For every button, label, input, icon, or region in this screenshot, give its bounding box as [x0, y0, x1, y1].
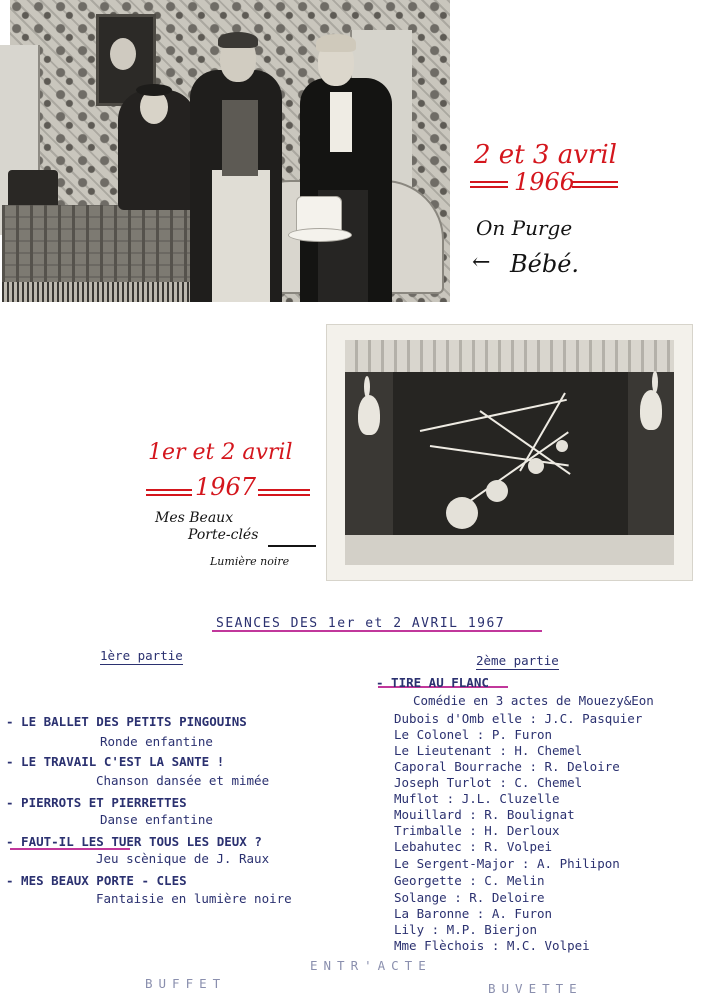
part1-item-title: - MES BEAUX PORTE - CLES: [6, 873, 187, 888]
part1-item-title: - LE TRAVAIL C'EST LA SANTE !: [6, 754, 225, 769]
rabbit-motif-right: [640, 390, 662, 430]
actor-left-trousers: [212, 170, 270, 302]
disc-motif: [446, 497, 478, 529]
annotation-1966-date: 2 et 3 avril: [474, 140, 617, 170]
actress-hat: [136, 84, 172, 96]
part1-item-subtitle: Ronde enfantine: [100, 734, 213, 749]
carved-chair: [8, 170, 58, 210]
part1-heading: 1ère partie: [100, 648, 183, 663]
underline-left: [470, 181, 508, 188]
part1-item-subtitle: Jeu scènique de J. Raux: [96, 851, 270, 866]
stage-floor: [345, 535, 674, 565]
annotation-1966-year: 1966: [514, 168, 576, 196]
part2-title: - TIRE AU FLANC: [376, 675, 489, 690]
cast-line: Georgette : C. Melin: [394, 873, 545, 888]
arrow-left-icon: ←: [472, 250, 491, 275]
buffet-label: BUFFET: [145, 976, 227, 991]
part1-item-title: - LE BALLET DES PETITS PINGOUINS: [6, 714, 247, 729]
annotation-1967-line2: Porte-clés: [188, 527, 259, 543]
part2-subtitle: Comédie en 3 actes de Mouezy&Eon: [413, 693, 654, 708]
annotation-play-title-1: On Purge: [476, 216, 573, 240]
part1-item-subtitle: Danse enfantine: [100, 812, 213, 827]
part1-item-title: - PIERROTS ET PIERRETTES: [6, 795, 187, 810]
part2-heading: 2ème partie: [476, 653, 559, 668]
cast-line: Muflot : J.L. Cluzelle: [394, 791, 560, 806]
disc-motif: [486, 480, 508, 502]
part1-item-subtitle: Fantaisie en lumière noire: [96, 891, 292, 906]
cast-line: Le Lieutenant : H. Chemel: [394, 743, 583, 758]
actor-right-shirt: [330, 92, 352, 152]
underline-left: [146, 489, 192, 496]
cast-line: Lebahutec : R. Volpei: [394, 839, 553, 854]
buvette-label: BUVETTE: [488, 981, 583, 996]
cast-line: Dubois d'Omb elle : J.C. Pasquier: [394, 711, 643, 726]
arrow-right-icon: [268, 545, 316, 547]
cast-line: La Baronne : A. Furon: [394, 906, 553, 921]
actor-left-vest: [222, 100, 258, 176]
rabbit-ear: [364, 376, 370, 398]
disc-motif: [528, 458, 544, 474]
actor-right-hair: [316, 34, 356, 52]
rabbit-ear: [652, 371, 658, 393]
cast-line: Le Colonel : P. Furon: [394, 727, 553, 742]
annotation-1967-line3: Lumière noire: [210, 555, 290, 568]
cast-line: Trimballe : H. Derloux: [394, 823, 560, 838]
stage-valance: [345, 340, 674, 372]
cast-line: Le Sergent-Major : A. Philipon: [394, 856, 620, 871]
cast-line: Solange : R. Deloire: [394, 890, 545, 905]
cast-line: Joseph Turlot : C. Chemel: [394, 775, 583, 790]
part1-item-title: - FAUT-IL LES TUER TOUS LES DEUX ?: [6, 834, 262, 849]
underline-right: [572, 181, 618, 188]
annotation-1967-date: 1er et 2 avril: [148, 440, 293, 465]
annotation-1967-year: 1967: [195, 473, 257, 501]
entracte-label: ENTR'ACTE: [310, 958, 432, 973]
cast-line: Mouillard : R. Boulignat: [394, 807, 575, 822]
top-hat-brim: [288, 228, 352, 242]
stage-backdrop: [345, 340, 674, 565]
annotation-1967-line1: Mes Beaux: [155, 510, 234, 526]
underline-right: [258, 489, 310, 496]
rabbit-motif-left: [358, 395, 380, 435]
actor-left-hair: [218, 32, 258, 48]
table-fringe: [2, 282, 212, 302]
cast-line: Caporal Bourrache : R. Deloire: [394, 759, 620, 774]
cast-line: Lily : M.P. Bierjon: [394, 922, 537, 937]
cast-line: Mme Flèchois : M.C. Volpei: [394, 938, 590, 953]
annotation-play-title-2: Bébé.: [510, 250, 580, 278]
portrait-face: [110, 38, 136, 70]
part1-item-subtitle: Chanson dansée et mimée: [96, 773, 270, 788]
programme-heading: SEANCES DES 1er et 2 AVRIL 1967: [216, 616, 506, 631]
disc-motif: [556, 440, 568, 452]
